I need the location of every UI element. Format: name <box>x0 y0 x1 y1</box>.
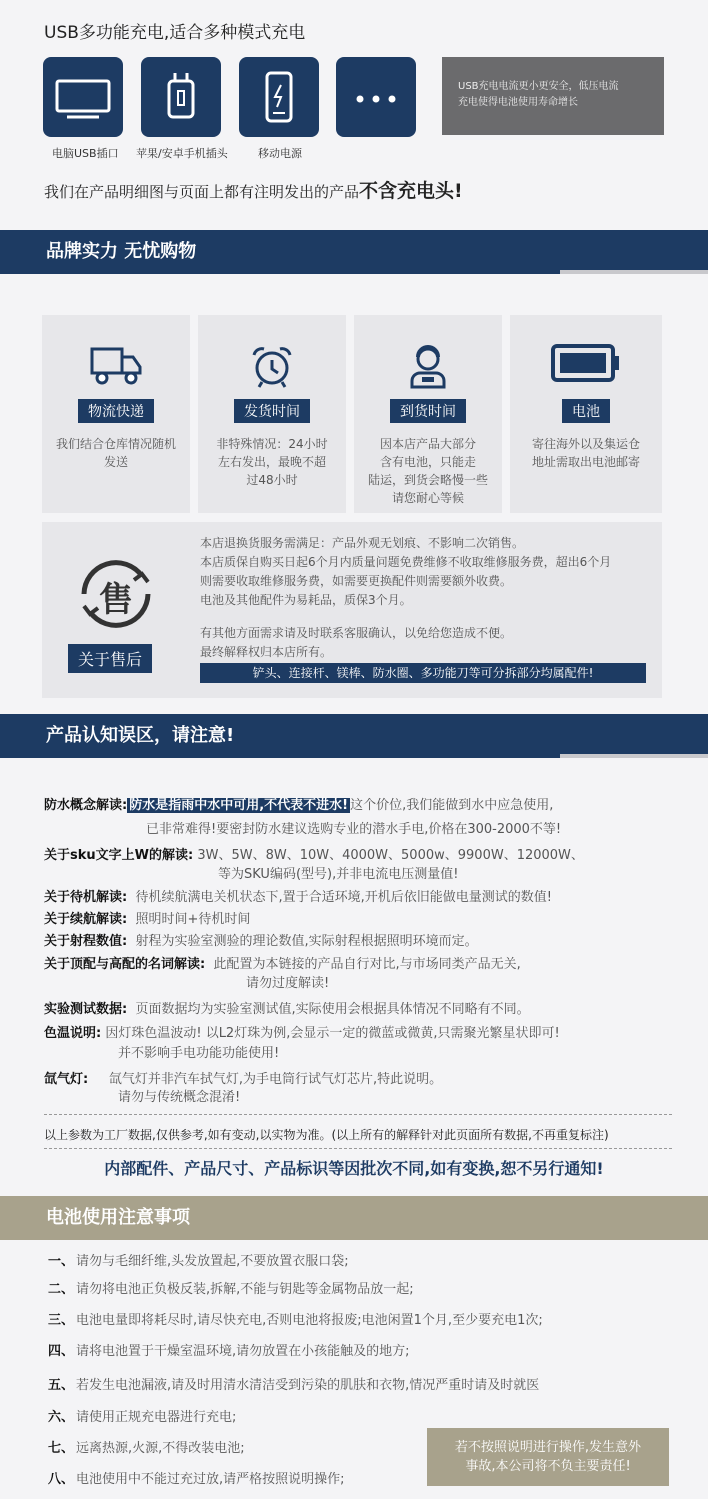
alarm-clock-icon <box>248 343 296 393</box>
after-sale-line: 有其他方面需求请及时联系客服确认，以免给您造成不便。 <box>200 626 513 640</box>
params-note: 以上参数为工厂数据,仅供参考,如有变动,以实物为准。(以上所有的解释针对此页面所有数据,不再重复标注) <box>44 1128 609 1142</box>
config-line2: 请勿过度解读! <box>246 976 330 991</box>
card-tag-arrival-time: 到货时间 <box>390 399 466 423</box>
card-desc-line: 请您耐心等候 <box>391 491 464 505</box>
lab-label: 实验测试数据: <box>44 1002 128 1017</box>
after-sale-line: 电池及其他配件为易耗品，质保3个月。 <box>200 593 412 607</box>
card-arrival-time <box>354 315 502 513</box>
power-bank-icon <box>239 57 319 137</box>
card-tag-battery: 电池 <box>562 399 610 423</box>
battery-item-text: 电池电量即将耗尽时,请尽快充电,否则电池将报废;电池闲置1个月,至少要充电1次; <box>76 1313 543 1328</box>
color-temp-line2: 并不影响手电功能功能使用! <box>118 1046 280 1061</box>
card-desc-battery <box>518 435 654 471</box>
divider <box>44 1114 672 1115</box>
config-text: 此配置为本链接的产品自行对比,与市场同类产品无关, <box>213 957 521 972</box>
truck-icon <box>89 343 143 391</box>
after-sale-text <box>200 534 611 662</box>
battery-item-num: 六、 <box>48 1410 75 1425</box>
card-desc-logistics <box>50 435 182 471</box>
battery-item-num: 五、 <box>48 1378 75 1393</box>
no-charger-text: 我们在产品明细图与页面上都有注明发出的产品 <box>44 183 360 201</box>
brand-header: 品牌实力 无忧购物 <box>0 230 708 274</box>
card-desc-line: 左右发出，最晚不超 <box>217 455 326 469</box>
standby-row <box>44 886 552 905</box>
usb-note-line2: 充电使得电池使用寿命增长 <box>458 97 578 108</box>
sku-row <box>44 844 584 863</box>
more-icon <box>336 57 416 137</box>
config-row <box>44 953 521 972</box>
battery-item-num: 一、 <box>48 1254 75 1269</box>
range-text: 射程为实验室测验的理论数值,实际射程根据照明环境而定。 <box>135 934 478 949</box>
endurance-text: 照明时间+待机时间 <box>135 912 251 927</box>
battery-item-text: 若发生电池漏液,请及时用清水清洁受到污染的肌肤和衣物,情况严重时请及时就医 <box>76 1378 540 1393</box>
after-sale-panel <box>42 522 662 698</box>
brand-header-shadow <box>560 270 708 274</box>
no-charger-emphasis: 不含充电头! <box>359 180 463 202</box>
usb-note-line1: USB充电电流更小更安全，低压电流 <box>458 81 619 92</box>
battery-item <box>48 1250 349 1269</box>
battery-item <box>48 1374 539 1393</box>
color-temp-text: 因灯珠色温波动! 以L2灯珠为例,会显示一定的微蓝或微黄,只需聚光繁星状即可! <box>105 1026 560 1041</box>
battery-item-text: 请勿将电池正负极反装,拆解,不能与钥匙等金属物品放一起; <box>76 1282 414 1297</box>
monitor-icon <box>43 57 123 137</box>
xenon-row <box>44 1068 442 1087</box>
battery-item <box>48 1278 414 1297</box>
range-row <box>44 930 478 949</box>
no-charger-statement <box>44 176 463 203</box>
card-desc-line: 过48小时 <box>246 473 298 487</box>
usb-note-box <box>442 57 664 135</box>
card-desc-line: 含有电池，只能走 <box>379 455 476 469</box>
sku-label: 关于sku文字上W的解读: <box>44 848 194 863</box>
customer-service-icon <box>406 343 450 393</box>
waterproof-line2: 已非常难得!要密封防水建议选购专业的潜水手电,价格在300-2000不等! <box>146 822 562 837</box>
sku-text: 3W、5W、8W、10W、4000W、5000w、9900W、12000W、 <box>197 848 584 863</box>
misconception-header: 产品认知误区，请注意! <box>0 714 708 758</box>
color-temp-row <box>44 1022 560 1041</box>
battery-item-num: 二、 <box>48 1282 75 1297</box>
battery-icon <box>551 343 621 387</box>
card-ship-time <box>198 315 346 513</box>
battery-item <box>48 1437 245 1456</box>
card-logistics <box>42 315 190 513</box>
card-desc-ship-time <box>206 435 338 489</box>
endurance-row <box>44 908 250 927</box>
battery-item <box>48 1406 236 1425</box>
waterproof-label: 防水概念解读: <box>44 798 128 813</box>
after-sale-icon <box>78 556 154 632</box>
battery-item-text: 请勿与毛细纤维,头发放置起,不要放置衣服口袋; <box>76 1254 349 1269</box>
standby-label: 关于待机解读: <box>44 890 128 905</box>
xenon-line2: 请勿与传统概念混淆! <box>118 1090 241 1105</box>
waterproof-text: 这个价位,我们能做到水中应急使用, <box>350 798 554 813</box>
battery-item <box>48 1340 410 1359</box>
battery-item-num: 七、 <box>48 1441 75 1456</box>
misconception-header-shadow <box>560 754 708 758</box>
card-tag-logistics: 物流快递 <box>78 399 154 423</box>
warning-line1: 若不按照说明进行操作,发生意外 <box>454 1440 642 1455</box>
icon-label-plug: 苹果/安卓手机插头 <box>136 147 228 160</box>
after-sale-label: 关于售后 <box>68 644 152 673</box>
icon-label-powerbank: 移动电源 <box>258 147 302 160</box>
lab-text: 页面数据均为实验室测试值,实际使用会根据具体情况不同略有不同。 <box>135 1002 530 1017</box>
after-sale-line: 本店质保自购买日起6个月内质量问题免费维修不收取维修服务费，超出6个月 <box>200 555 612 569</box>
waterproof-highlight: 防水是指雨中水中可用,不代表不进水! <box>129 798 349 813</box>
after-sale-line: 最终解释权归本店所有。 <box>200 645 333 659</box>
sku-line2: 等为SKU编码(型号),并非电流电压测量值! <box>218 867 459 882</box>
after-sale-line: 本店退换货服务需满足：产品外观无划痕、不影响二次销售。 <box>200 536 525 550</box>
charger-plug-icon <box>141 57 221 137</box>
card-desc-line: 陆运，到货会略慢一些 <box>367 473 488 487</box>
card-desc-line: 寄往海外以及集运仓 <box>531 437 640 451</box>
card-tag-ship-time: 发货时间 <box>234 399 310 423</box>
card-desc-line: 因本店产品大部分 <box>379 437 476 451</box>
battery-item-text: 请使用正规充电器进行充电; <box>76 1410 237 1425</box>
waterproof-row <box>44 794 553 813</box>
battery-item-num: 四、 <box>48 1344 75 1359</box>
config-label: 关于顶配与高配的名词解读: <box>44 957 206 972</box>
battery-item-text: 远离热源,火源,不得改装电池; <box>76 1441 245 1456</box>
after-sale-line: 则需要收取维修服务费，如需要更换配件则需要额外收费。 <box>200 574 513 588</box>
battery-item-text: 电池使用中不能过充过放,请严格按照说明操作; <box>76 1472 345 1487</box>
warning-box <box>427 1428 669 1486</box>
card-desc-line: 非特殊情况：24小时 <box>216 437 328 451</box>
xenon-text: 氙气灯并非汽车拭气灯,为手电筒行试气灯芯片,特此说明。 <box>108 1072 443 1087</box>
battery-item-num: 三、 <box>48 1313 75 1328</box>
standby-text: 待机续航满电关机状态下,置于合适环境,开机后依旧能做电量测试的数值! <box>135 890 552 905</box>
accessory-bar: 铲头、连接杆、镁棒、防水圈、多功能刀等可分拆部分均属配件! <box>200 663 646 683</box>
after-sale-icon-char: 售 <box>99 580 133 620</box>
divider <box>44 1148 672 1149</box>
card-desc-arrival-time <box>362 435 494 507</box>
range-label: 关于射程数值: <box>44 934 128 949</box>
card-desc-line: 地址需取出电池邮寄 <box>531 455 640 469</box>
warning-line2: 事故,本公司将不负主要责任! <box>465 1459 631 1474</box>
battery-item-text: 请将电池置于干燥室温环境,请勿放置在小孩能触及的地方; <box>76 1344 410 1359</box>
card-battery <box>510 315 662 513</box>
card-desc-line: 我们结合仓库情况随机 <box>55 437 176 451</box>
battery-item <box>48 1468 345 1487</box>
icon-label-usb: 电脑USB插口 <box>52 147 119 160</box>
color-temp-label: 色温说明: <box>44 1026 102 1041</box>
usb-title: USB多功能充电,适合多种模式充电 <box>44 23 306 43</box>
card-desc-line: 发送 <box>103 455 128 469</box>
battery-header: 电池使用注意事项 <box>0 1196 708 1240</box>
batch-notice: 内部配件、产品尺寸、产品标识等因批次不同,如有变换,恕不另行通知! <box>104 1159 604 1178</box>
endurance-label: 关于续航解读: <box>44 912 128 927</box>
xenon-label: 氙气灯: <box>44 1072 89 1087</box>
lab-row <box>44 998 530 1017</box>
battery-item <box>48 1309 543 1328</box>
battery-item-num: 八、 <box>48 1472 75 1487</box>
